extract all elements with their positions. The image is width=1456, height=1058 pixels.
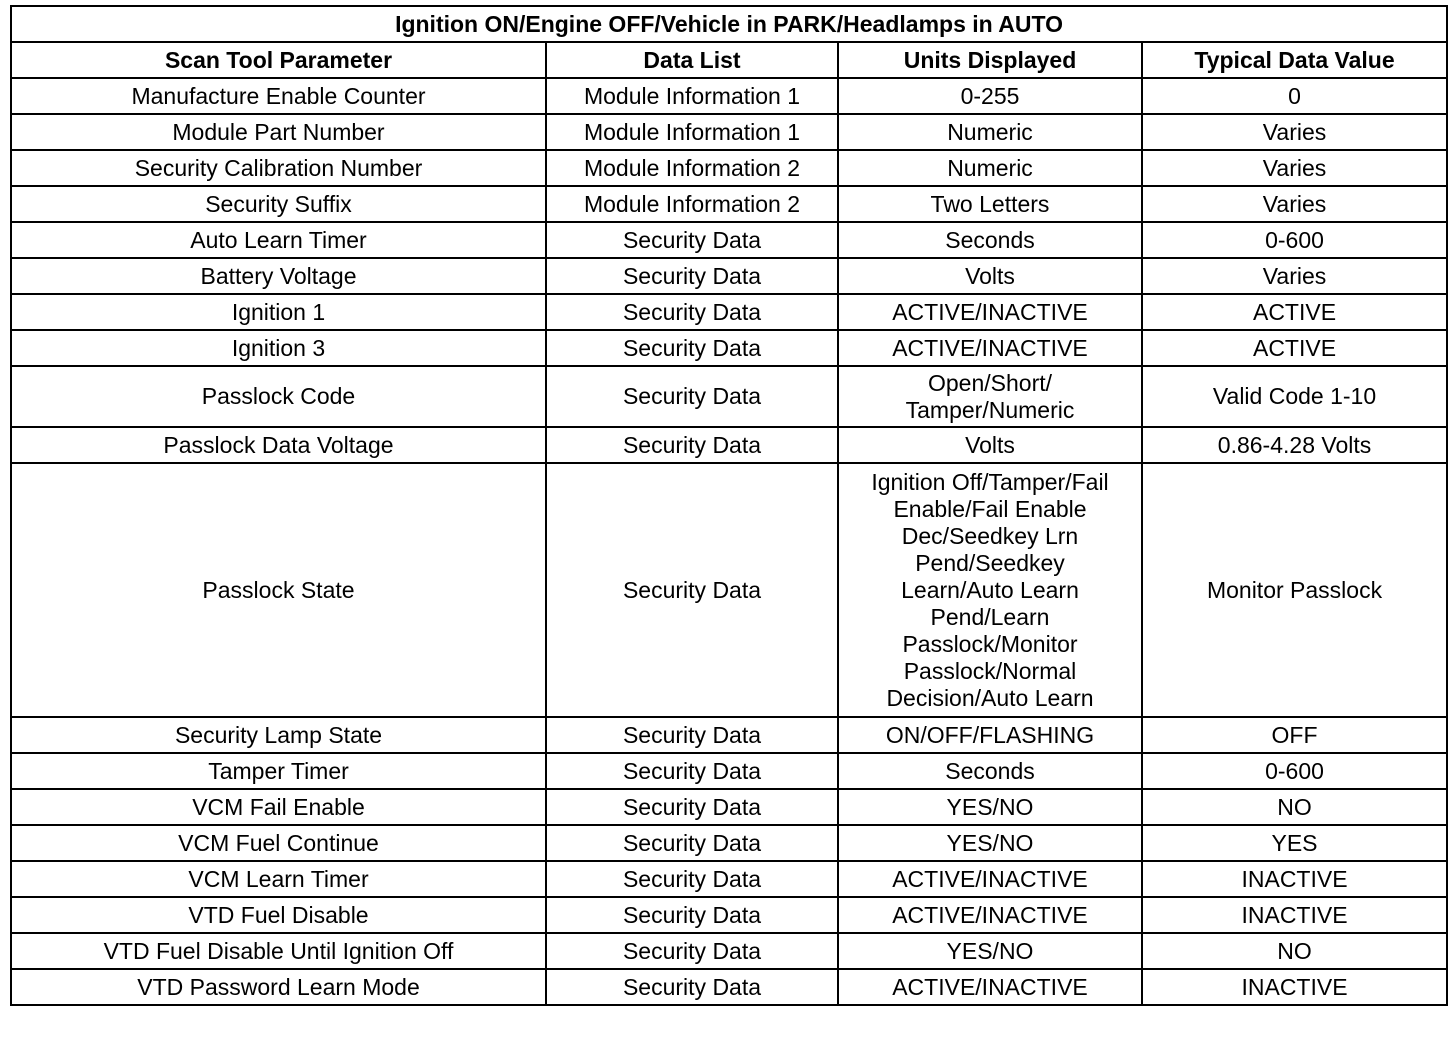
cell-data-list: Security Data: [546, 463, 838, 717]
cell-typical-data-value: 0: [1142, 78, 1447, 114]
cell-scan-tool-parameter: Passlock Code: [11, 366, 546, 427]
scan-tool-data-table: [10, 5, 1448, 1006]
cell-scan-tool-parameter: Auto Learn Timer: [11, 222, 546, 258]
cell-data-list: Security Data: [546, 933, 838, 969]
table-row: [11, 258, 1447, 294]
cell-units-displayed: YES/NO: [838, 789, 1142, 825]
cell-units-displayed: YES/NO: [838, 825, 1142, 861]
cell-typical-data-value: 0-600: [1142, 222, 1447, 258]
table-row: [11, 825, 1447, 861]
table-row: [11, 969, 1447, 1005]
table-row: [11, 861, 1447, 897]
cell-scan-tool-parameter: VCM Learn Timer: [11, 861, 546, 897]
cell-typical-data-value: NO: [1142, 933, 1447, 969]
cell-data-list: Security Data: [546, 366, 838, 427]
cell-units-displayed: Numeric: [838, 114, 1142, 150]
table-body: [11, 78, 1447, 1005]
cell-typical-data-value: OFF: [1142, 717, 1447, 753]
cell-scan-tool-parameter: Ignition 3: [11, 330, 546, 366]
cell-data-list: Module Information 1: [546, 114, 838, 150]
table-row: [11, 717, 1447, 753]
units-line: Enable/Fail Enable: [893, 495, 1087, 522]
cell-units-displayed: Two Letters: [838, 186, 1142, 222]
cell-scan-tool-parameter: Security Calibration Number: [11, 150, 546, 186]
cell-typical-data-value: INACTIVE: [1142, 969, 1447, 1005]
cell-scan-tool-parameter: VCM Fuel Continue: [11, 825, 546, 861]
table-row: [11, 463, 1447, 717]
units-line: Tamper/Numeric: [905, 396, 1075, 423]
table-row: [11, 753, 1447, 789]
cell-scan-tool-parameter: VTD Fuel Disable: [11, 897, 546, 933]
units-line: Decision/Auto Learn: [886, 684, 1094, 711]
cell-typical-data-value: Varies: [1142, 114, 1447, 150]
table-title: Ignition ON/Engine OFF/Vehicle in PARK/Headlamps in AUTO: [11, 6, 1447, 42]
table-row: [11, 366, 1447, 427]
cell-data-list: Security Data: [546, 753, 838, 789]
cell-scan-tool-parameter: VTD Password Learn Mode: [11, 969, 546, 1005]
cell-typical-data-value: Varies: [1142, 150, 1447, 186]
units-line: Passlock/Normal: [903, 657, 1077, 684]
table-row: [11, 114, 1447, 150]
cell-units-displayed: YES/NO: [838, 933, 1142, 969]
units-line: Dec/Seedkey Lrn: [901, 522, 1079, 549]
table-row: [11, 186, 1447, 222]
cell-typical-data-value: Monitor Passlock: [1142, 463, 1447, 717]
table-row: [11, 150, 1447, 186]
cell-units-displayed: Volts: [838, 427, 1142, 463]
cell-data-list: Security Data: [546, 861, 838, 897]
cell-scan-tool-parameter: Tamper Timer: [11, 753, 546, 789]
cell-units-displayed: ACTIVE/INACTIVE: [838, 861, 1142, 897]
cell-units-displayed: ACTIVE/INACTIVE: [838, 897, 1142, 933]
table-row: [11, 330, 1447, 366]
cell-typical-data-value: YES: [1142, 825, 1447, 861]
cell-units-displayed: ON/OFF/FLASHING: [838, 717, 1142, 753]
cell-typical-data-value: Valid Code 1-10: [1142, 366, 1447, 427]
cell-data-list: Security Data: [546, 258, 838, 294]
cell-scan-tool-parameter: Passlock Data Voltage: [11, 427, 546, 463]
table-row: [11, 933, 1447, 969]
cell-data-list: Security Data: [546, 825, 838, 861]
cell-units-displayed: ACTIVE/INACTIVE: [838, 294, 1142, 330]
cell-units-displayed: Seconds: [838, 753, 1142, 789]
cell-data-list: Security Data: [546, 294, 838, 330]
cell-scan-tool-parameter: Security Lamp State: [11, 717, 546, 753]
cell-scan-tool-parameter: VCM Fail Enable: [11, 789, 546, 825]
units-line: Ignition Off/Tamper/Fail: [871, 468, 1109, 495]
cell-units-displayed: ACTIVE/INACTIVE: [838, 969, 1142, 1005]
cell-typical-data-value: NO: [1142, 789, 1447, 825]
units-line: Learn/Auto Learn: [901, 576, 1079, 603]
cell-data-list: Module Information 2: [546, 186, 838, 222]
cell-data-list: Security Data: [546, 717, 838, 753]
cell-units-displayed: [838, 366, 1142, 427]
cell-data-list: Security Data: [546, 969, 838, 1005]
table-row: [11, 78, 1447, 114]
table-row: [11, 427, 1447, 463]
units-line: Pend/Learn: [930, 603, 1050, 630]
table-row: [11, 897, 1447, 933]
cell-typical-data-value: 0.86-4.28 Volts: [1142, 427, 1447, 463]
cell-data-list: Security Data: [546, 427, 838, 463]
table-title-row: [11, 6, 1447, 42]
cell-scan-tool-parameter: Security Suffix: [11, 186, 546, 222]
cell-data-list: Module Information 1: [546, 78, 838, 114]
header-units-displayed: Units Displayed: [838, 42, 1142, 78]
header-typical-data-value: Typical Data Value: [1142, 42, 1447, 78]
cell-typical-data-value: INACTIVE: [1142, 897, 1447, 933]
cell-data-list: Security Data: [546, 222, 838, 258]
cell-scan-tool-parameter: VTD Fuel Disable Until Ignition Off: [11, 933, 546, 969]
units-line: Passlock/Monitor: [902, 630, 1078, 657]
table-row: [11, 222, 1447, 258]
cell-units-displayed: Volts: [838, 258, 1142, 294]
cell-scan-tool-parameter: Passlock State: [11, 463, 546, 717]
cell-typical-data-value: ACTIVE: [1142, 330, 1447, 366]
header-scan-tool-parameter: Scan Tool Parameter: [11, 42, 546, 78]
table-row: [11, 294, 1447, 330]
cell-units-displayed: ACTIVE/INACTIVE: [838, 330, 1142, 366]
cell-units-displayed: 0-255: [838, 78, 1142, 114]
header-data-list: Data List: [546, 42, 838, 78]
cell-data-list: Security Data: [546, 897, 838, 933]
table-row: [11, 789, 1447, 825]
cell-typical-data-value: ACTIVE: [1142, 294, 1447, 330]
header-row: [11, 42, 1447, 78]
cell-typical-data-value: INACTIVE: [1142, 861, 1447, 897]
cell-scan-tool-parameter: Ignition 1: [11, 294, 546, 330]
cell-units-displayed: Numeric: [838, 150, 1142, 186]
cell-units-displayed: [838, 463, 1142, 717]
cell-scan-tool-parameter: Manufacture Enable Counter: [11, 78, 546, 114]
cell-data-list: Security Data: [546, 330, 838, 366]
cell-typical-data-value: Varies: [1142, 186, 1447, 222]
cell-scan-tool-parameter: Module Part Number: [11, 114, 546, 150]
cell-data-list: Security Data: [546, 789, 838, 825]
cell-typical-data-value: 0-600: [1142, 753, 1447, 789]
cell-scan-tool-parameter: Battery Voltage: [11, 258, 546, 294]
cell-units-displayed: Seconds: [838, 222, 1142, 258]
cell-typical-data-value: Varies: [1142, 258, 1447, 294]
cell-data-list: Module Information 2: [546, 150, 838, 186]
units-line: Pend/Seedkey: [915, 549, 1065, 576]
units-line: Open/Short/: [927, 369, 1053, 396]
